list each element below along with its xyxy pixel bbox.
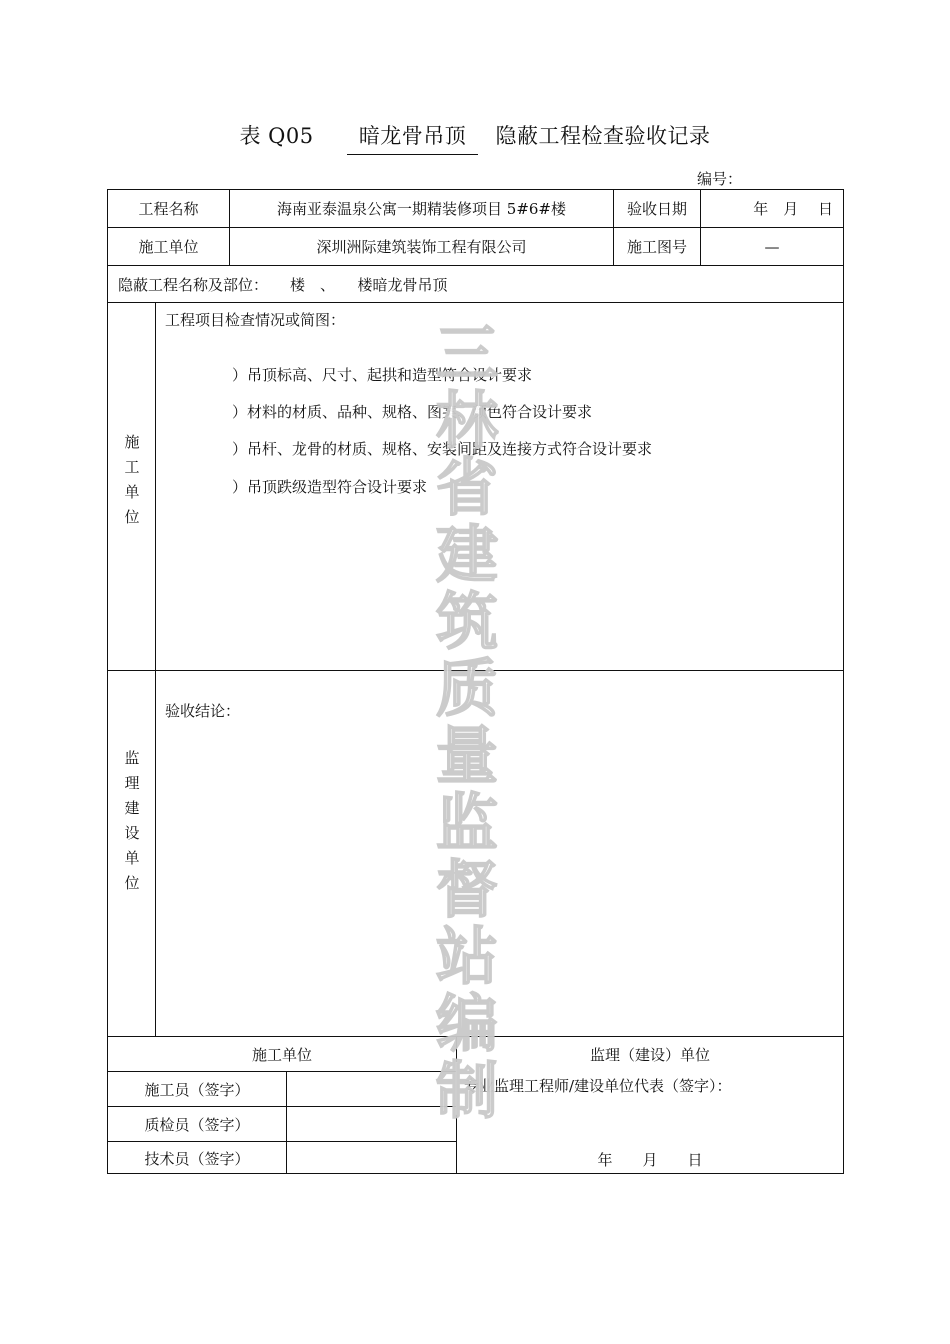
- supervisor-signature-label: 专业监理工程师/建设单位代表（签字）：: [464, 1076, 732, 1095]
- form-title: [0, 120, 950, 155]
- check-item-1: ）吊顶标高、尺寸、起拱和造型符合设计要求: [232, 366, 533, 384]
- project-name-value: 海南亚泰温泉公寓一期精装修项目 5#6#楼: [277, 200, 566, 218]
- supervisor-signature-date: 年 月 日: [597, 1150, 703, 1169]
- signature-supervisor-header: 监理（建设）单位: [589, 1045, 710, 1064]
- acceptance-conclusion-label: 验收结论：: [165, 701, 241, 720]
- signature-row-constructor: 施工员（签字）: [144, 1080, 250, 1099]
- inspection-form-table: [107, 189, 844, 1174]
- contractor-value: 深圳洲际建筑装饰工程有限公司: [316, 238, 527, 256]
- check-item-3: ）吊杆、龙骨的材质、规格、安装间距及连接方式符合设计要求: [232, 440, 653, 458]
- contractor-label: 施工单位: [138, 238, 199, 256]
- construction-side-label: 施 工 单 位: [124, 433, 140, 526]
- accept-date-value: 年 月 日: [753, 200, 833, 218]
- drawing-no-value: —: [764, 237, 780, 256]
- signature-row-quality-inspector: 质检员（签字）: [144, 1115, 250, 1134]
- hidden-work-label: 隐蔽工程名称及部位：: [118, 275, 269, 294]
- form-code: 表 Q05: [239, 124, 314, 148]
- signature-field-constructor[interactable]: [287, 1072, 456, 1106]
- form-subject: 暗龙骨吊顶: [347, 120, 479, 155]
- watermark: 三 林 省 建 筑 质 量 监 督 站 编 制: [435, 317, 498, 1127]
- signature-field-quality-inspector[interactable]: [287, 1107, 456, 1141]
- check-item-2: ）材料的材质、品种、规格、图案、颜色符合设计要求: [232, 403, 593, 421]
- inspection-heading: 工程项目检查情况或简图：: [165, 310, 346, 329]
- hidden-work-row: [118, 266, 838, 302]
- check-item-4: ）吊顶跌级造型符合设计要求: [232, 478, 428, 496]
- supervision-side-label: 监 理 建 设 单 位: [124, 749, 140, 892]
- serial-number-label: 编号：: [697, 170, 743, 188]
- signature-contractor-header: 施工单位: [251, 1045, 312, 1064]
- signature-field-technician[interactable]: [287, 1142, 456, 1174]
- project-name-label: 工程名称: [138, 200, 199, 218]
- hidden-work-value: 楼 、 楼暗龙骨吊顶: [290, 275, 448, 294]
- accept-date-label: 验收日期: [626, 200, 687, 218]
- signature-row-technician: 技术员（签字）: [144, 1149, 250, 1168]
- record-title: 隐蔽工程检查验收记录: [495, 124, 711, 148]
- drawing-no-label: 施工图号: [626, 238, 687, 256]
